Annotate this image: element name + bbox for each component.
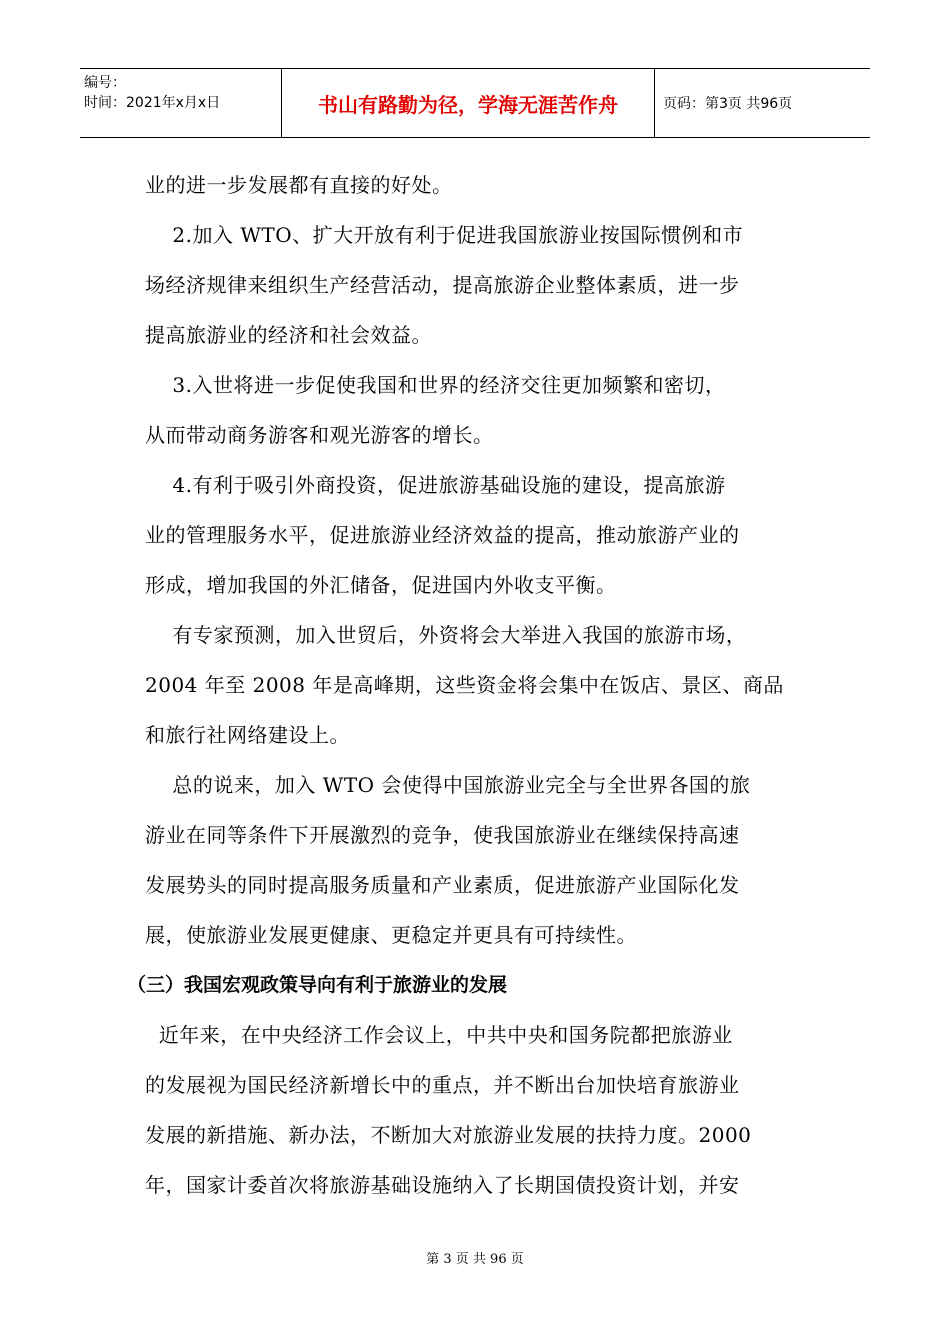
body-line: 有专家预测，加入世贸后，外资将会大举进入我国的旅游市场， (145, 623, 747, 647)
body-line: 业的进一步发展都有直接的好处。 (145, 173, 453, 197)
page-footer: 第 3 页 共 96 页 (426, 1252, 524, 1267)
document-number-label: 编号： (84, 75, 126, 91)
body-line: 展，使旅游业发展更健康、更稳定并更具有可持续性。 (145, 923, 637, 947)
body-line: 的发展视为国民经济新增长中的重点，并不断出台加快培育旅游业 (145, 1073, 740, 1097)
page-header (80, 68, 870, 138)
body-line: 2004 年至 2008 年是高峰期，这些资金将会集中在饭店、景区、商品 (145, 673, 784, 697)
header-page-info: 页码：第3页 共96页 (663, 96, 793, 112)
document-body (127, 160, 810, 1210)
body-line: 发展势头的同时提高服务质量和产业素质，促进旅游产业国际化发 (145, 873, 740, 897)
body-line: 和旅行社网络建设上。 (145, 723, 350, 747)
body-line: 总的说来，加入 WTO 会使得中国旅游业完全与全世界各国的旅 (145, 773, 751, 797)
section-heading: （三）我国宏观政策导向有利于旅游业的发展 (127, 974, 508, 996)
body-line: 3.入世将进一步促使我国和世界的经济交往更加频繁和密切， (145, 373, 726, 397)
body-line: 游业在同等条件下开展激烈的竞争，使我国旅游业在继续保持高速 (145, 823, 740, 847)
header-left-cell (80, 69, 282, 137)
document-date-label: 时间：2021年x月x日 (84, 95, 221, 111)
body-line: 形成，增加我国的外汇储备，促进国内外收支平衡。 (145, 573, 617, 597)
body-line: 发展的新措施、新办法，不断加大对旅游业发展的扶持力度。2000 (145, 1123, 752, 1147)
body-line: 2.加入 WTO、扩大开放有利于促进我国旅游业按国际惯例和市 (145, 223, 744, 247)
body-line: 场经济规律来组织生产经营活动，提高旅游企业整体素质，进一步 (145, 273, 740, 297)
body-line: 提高旅游业的经济和社会效益。 (145, 323, 432, 347)
body-line: 业的管理服务水平，促进旅游业经济效益的提高，推动旅游产业的 (145, 523, 740, 547)
body-line: 4.有利于吸引外商投资，促进旅游基础设施的建设，提高旅游 (145, 473, 726, 497)
body-line: 年，国家计委首次将旅游基础设施纳入了长期国债投资计划，并安 (145, 1173, 740, 1197)
body-line: 近年来，在中央经济工作会议上，中共中央和国务院都把旅游业 (145, 1023, 733, 1047)
header-motto: 书山有路勤为径，学海无涯苦作舟 (282, 69, 655, 137)
body-line: 从而带动商务游客和观光游客的增长。 (145, 423, 494, 447)
